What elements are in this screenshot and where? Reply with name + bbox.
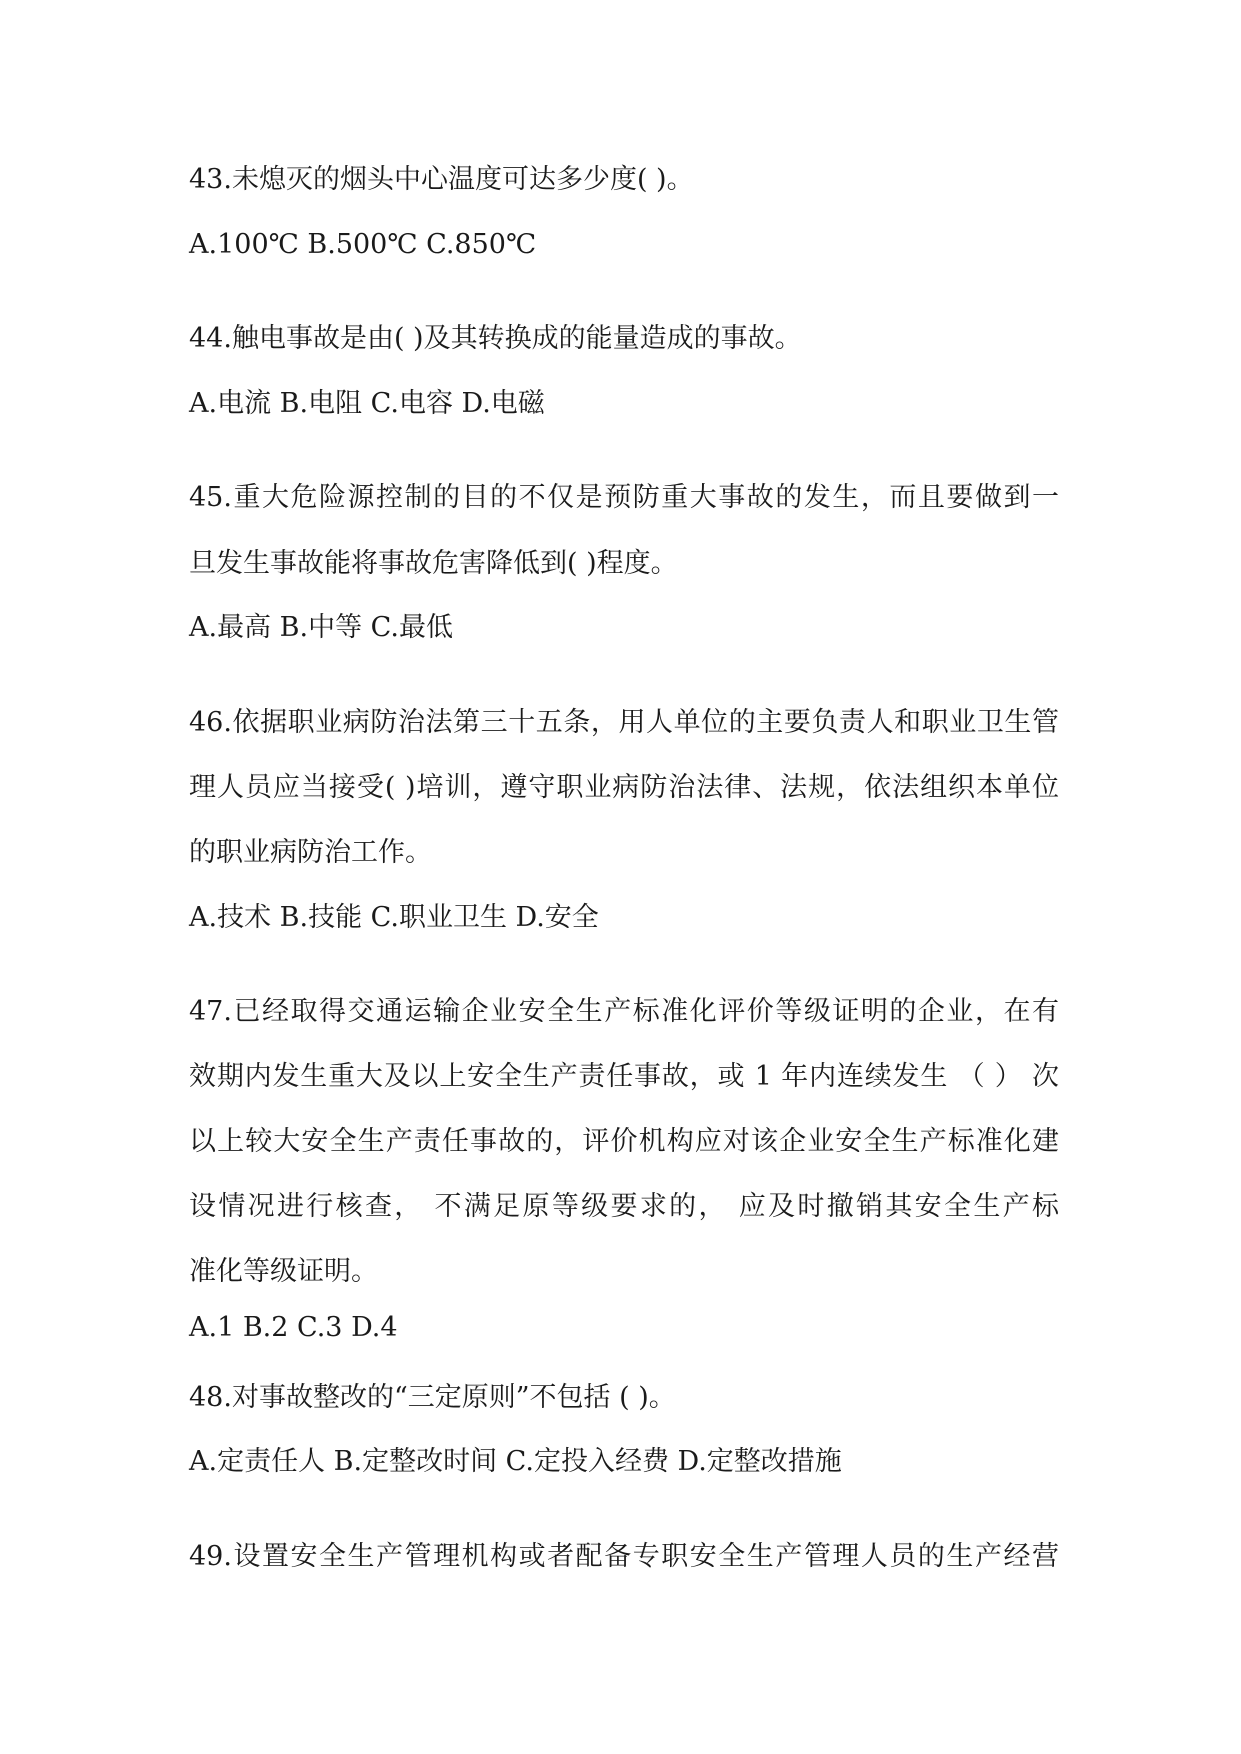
question-49-text-line-1: 49.设置安全生产管理机构或者配备专职安全生产管理人员的生产经营	[189, 1541, 1059, 1572]
question-47-text-line-2: 效期内发生重大及以上安全生产责任事故，或 1 年内连续发生 （ ） 次	[189, 1061, 1059, 1092]
question-46-options: A.技术 B.技能 C.职业卫生 D.安全	[189, 902, 599, 933]
question-47-options: A.1 B.2 C.3 D.4	[189, 1312, 398, 1343]
question-45-options: A.最高 B.中等 C.最低	[189, 612, 453, 643]
question-44-text: 44.触电事故是由( )及其转换成的能量造成的事故。	[189, 323, 802, 354]
question-48-text: 48.对事故整改的“三定原则”不包括 ( )。	[189, 1382, 676, 1413]
question-43-options: A.100℃ B.500℃ C.850℃	[189, 229, 537, 260]
question-47-text-line-3: 以上较大安全生产责任事故的，评价机构应对该企业安全生产标准化建	[189, 1126, 1059, 1157]
question-47-text-line-4: 设情况进行核查， 不满足原等级要求的， 应及时撤销其安全生产标	[189, 1191, 1059, 1222]
question-46-text-line-2: 理人员应当接受( )培训，遵守职业病防治法律、法规，依法组织本单位	[189, 772, 1059, 803]
question-44-options: A.电流 B.电阻 C.电容 D.电磁	[189, 388, 545, 419]
question-48-options: A.定责任人 B.定整改时间 C.定投入经费 D.定整改措施	[189, 1446, 842, 1477]
question-47-text-line-1: 47.已经取得交通运输企业安全生产标准化评价等级证明的企业，在有	[189, 996, 1059, 1027]
question-45-text-line-2: 旦发生事故能将事故危害降低到( )程度。	[189, 548, 678, 579]
question-46-text-line-3: 的职业病防治工作。	[189, 837, 432, 868]
question-45-text-line-1: 45.重大危险源控制的目的不仅是预防重大事故的发生，而且要做到一	[189, 482, 1059, 513]
question-46-text-line-1: 46.依据职业病防治法第三十五条，用人单位的主要负责人和职业卫生管	[189, 707, 1059, 738]
question-47-text-line-5: 准化等级证明。	[189, 1256, 378, 1287]
question-43-text: 43.未熄灭的烟头中心温度可达多少度( )。	[189, 164, 694, 195]
